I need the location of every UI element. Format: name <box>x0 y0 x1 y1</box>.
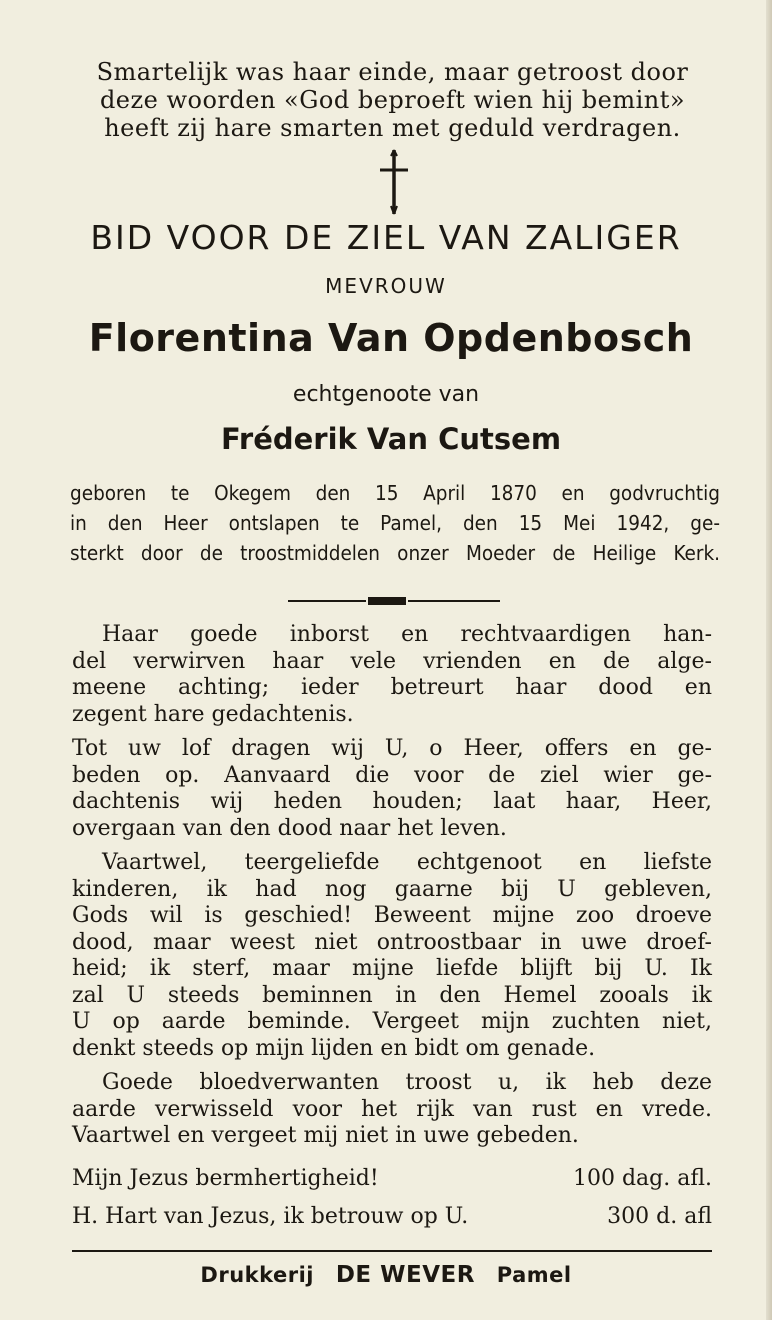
verse-line: Smartelijk was haar einde, maar getroost door <box>96 58 689 86</box>
printer-prefix: Drukkerij <box>200 1263 315 1287</box>
spouse-name: Fréderik Van Cutsem <box>220 422 562 456</box>
verse-line: heeft zij hare smarten met geduld verdragen. <box>104 114 681 142</box>
text-line: overgaan van den dood naar het leven. <box>72 815 507 841</box>
text-line: meene achting; ieder betreurt haar dood en <box>72 675 712 700</box>
printer-place: Pamel <box>496 1263 572 1287</box>
details-line: in den Heer ontslapen te Pamel, den 15 Mei 1942, ge- <box>70 511 720 535</box>
title-label: MEVROUW <box>325 274 447 298</box>
text-line: dood, maar weest niet ontroostbaar in uwe droef- <box>72 929 712 955</box>
paragraph <box>72 736 712 842</box>
text-line: Vaartwel en vergeet mij niet in uwe gebeden. <box>72 1123 579 1148</box>
indulgence-days: 300 d. afl <box>607 1204 712 1229</box>
card-edge <box>766 0 772 1320</box>
text-line: dachtenis wij heden houden; laat haar, Heer, <box>72 789 712 814</box>
footer-rule <box>72 1250 712 1252</box>
text-line: beden op. Aanvaard die voor de ziel wier ge- <box>72 762 712 788</box>
text-line: Gods wil is geschied! Beweent mijne zoo droeve <box>72 903 712 928</box>
printer-name: DE WEVER <box>335 1262 475 1288</box>
text-line: aarde verwisseld voor het rijk van rust en vrede. <box>72 1096 712 1122</box>
text-line: Haar goede inborst en rechtvaardigen han- <box>102 622 712 647</box>
indulgence-days: 100 dag. afl. <box>572 1166 712 1191</box>
text-line: del verwirven haar vele vrienden en de alge- <box>72 648 712 674</box>
paragraph <box>72 1070 712 1150</box>
indulgence-prayer: Mijn Jezus bermhertigheid! <box>72 1166 379 1191</box>
paragraph <box>72 850 712 1062</box>
birth-death-details <box>70 478 720 568</box>
text-line: zal U steeds beminnen in den Hemel zooals ik <box>72 982 712 1008</box>
ornamental-divider <box>288 597 500 605</box>
text-line: Goede bloedverwanten troost u, ik heb deze <box>102 1070 712 1095</box>
cross-icon <box>374 148 414 218</box>
details-line: geboren te Okegem den 15 April 1870 en godvruchtig <box>70 481 720 505</box>
indulgence-prayer: H. Hart van Jezus, ik betrouw op U. <box>72 1204 469 1229</box>
opening-verse <box>70 58 715 142</box>
verse-line: deze woorden «God beproeft wien hij bemint» <box>99 86 686 114</box>
paragraph <box>72 622 712 728</box>
details-line: sterkt door de troostmiddelen onzer Moeder de Heilige Kerk. <box>70 541 720 565</box>
text-line: denkt steeds op mijn lijden en bidt om genade. <box>72 1035 596 1061</box>
text-line: U op aarde beminde. Vergeet mijn zuchten niet, <box>72 1009 712 1034</box>
text-line: Vaartwel, teergeliefde echtgenoot en liefste <box>102 850 712 875</box>
prayer-heading: BID VOOR DE ZIEL VAN ZALIGER <box>90 218 682 257</box>
deceased-name: Florentina Van Opdenbosch <box>88 316 694 360</box>
printer-credit <box>0 1262 772 1288</box>
text-line: zegent hare gedachtenis. <box>72 701 354 727</box>
text-line: heid; ik sterf, maar mijne liefde blijft bij U. Ik <box>72 956 712 981</box>
text-line: kinderen, ik had nog gaarne bij U gebleven, <box>72 876 712 902</box>
memorial-text <box>72 622 712 1158</box>
text-line: Tot uw lof dragen wij U, o Heer, offers en ge- <box>72 736 712 761</box>
spouse-label: echtgenoote van <box>292 382 480 407</box>
